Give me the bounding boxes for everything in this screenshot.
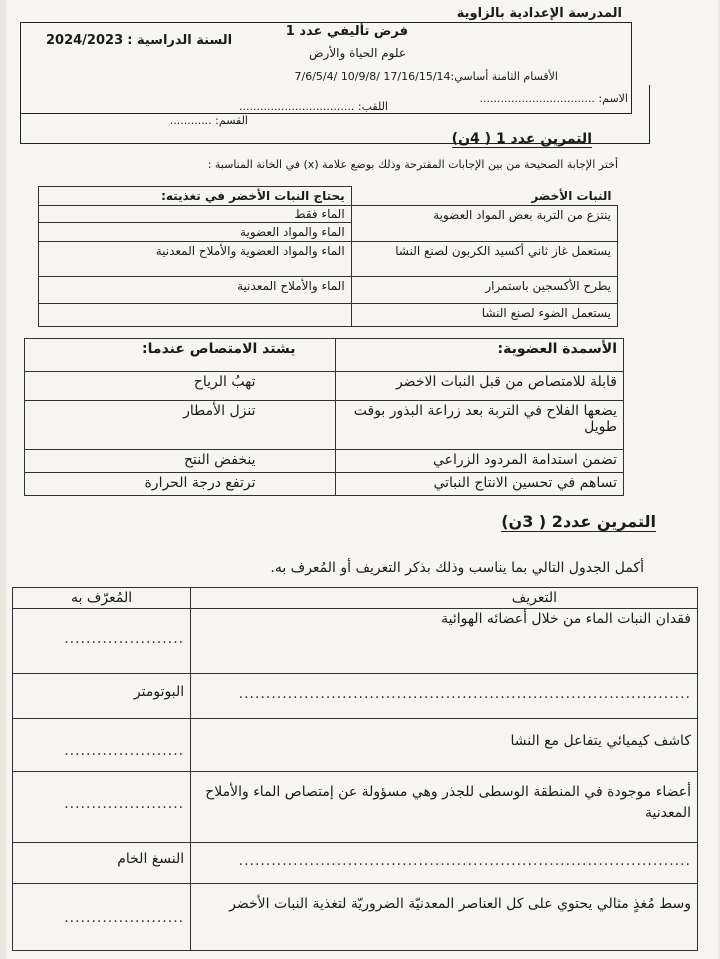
t1-row-right: يستعمل غاز ثاني أكسيد الكربون لصنع النشا (351, 242, 617, 277)
t1-option[interactable]: الماء والمواد العضوية (240, 225, 345, 239)
t3-term-text: النسغ الخام (117, 851, 185, 867)
t3-def-text: كاشف كيميائي يتفاعل مع النشا (510, 733, 691, 749)
exam-title: فرض تأليفي عدد 1 (285, 24, 408, 39)
subject: علوم الحياة والأرض (309, 46, 406, 60)
t3-def-cell (191, 609, 698, 674)
t1-option[interactable]: الماء والأملاح المعدنية (39, 277, 352, 304)
section-field[interactable]: القسم: ............ (169, 114, 248, 127)
t3-def-text: فقدان النبات الماء من خلال أعضائه الهوائية (441, 611, 691, 627)
t3-term-cell[interactable] (13, 884, 191, 951)
t2-header-right: الأسمدة العضوية: (336, 339, 624, 372)
ex2-title: التمرين عدد2 ( 3ن) (501, 512, 656, 531)
ex1-table-plant (38, 186, 618, 327)
t3-term-blank[interactable]: ...................... (64, 743, 185, 759)
t3-term-cell[interactable] (13, 609, 191, 674)
t1-header-left: يحتاج النبات الأخضر في تغذيته: (39, 187, 352, 206)
ex2-instruction: أكمل الجدول التالي بما يناسب وذلك بذكر التعريف أو المُعرف به. (270, 560, 644, 576)
t3-def-text: أعضاء موجودة في المنطقة الوسطى للجذر وهي مسؤولة عن إمتصاص الماء والأملاح المعدنية (205, 784, 691, 821)
t3-header-def: التعريف (191, 588, 698, 609)
t2-row-right: تساهم في تحسين الانتاج النباتي (336, 473, 624, 496)
classes: الأقسام الثامنة أساسي:17/16/15/14 /10/9/8 /7/6/5/4 (294, 70, 558, 83)
surname-field[interactable]: اللقب: ................................. (238, 100, 388, 113)
ex1-table-fertilizer (24, 338, 624, 496)
t1-empty-cell (39, 304, 352, 327)
t1-row-right: ينتزع من التربة بعض المواد العضوية (351, 206, 617, 242)
t3-def-cell[interactable] (191, 674, 698, 719)
t1-header-right: النبات الأخضر (351, 187, 617, 206)
t2-row-right: قابلة للامتصاص من قبل النبات الاخضر (336, 372, 624, 401)
t1-row-right: يستعمل الضوء لصنع النشا (351, 304, 617, 327)
t1-option[interactable]: الماء فقط (39, 206, 351, 223)
year-value: 2024/2023 (46, 33, 124, 48)
t3-def-cell (191, 719, 698, 772)
t3-term-cell (13, 843, 191, 884)
t1-option[interactable]: الماء والمواد العضوية والأملاح المعدنية (39, 242, 352, 277)
t3-term-cell[interactable] (13, 772, 191, 843)
ex1-title: التمرين عدد 1 ( 4ن) (451, 131, 592, 147)
t3-def-cell (191, 884, 698, 951)
t3-def-blank[interactable]: ................................................................................... (238, 853, 691, 869)
ex1-instruction: أختر الإجابة الصحيحة من بين الإجابات المقترحة وذلك بوضع علامة (x) في الخانة المناسبة : (207, 158, 618, 171)
t3-def-cell[interactable] (191, 843, 698, 884)
t3-term-cell (13, 674, 191, 719)
exam-page (6, 0, 718, 959)
t3-term-cell[interactable] (13, 719, 191, 772)
t3-term-blank[interactable]: ...................... (64, 796, 185, 812)
t2-header-left: يشتد الامتصاص عندما: (25, 339, 336, 372)
t1-row-right: يطرح الأكسجين باستمرار (351, 277, 617, 304)
t3-term-blank[interactable]: ...................... (64, 631, 185, 647)
t2-option[interactable]: ينخفض النتح (25, 450, 336, 473)
school-name: المدرسة الإعدادية بالزاوية (456, 6, 622, 21)
ex2-table-definitions (12, 587, 698, 951)
school-year (46, 33, 232, 48)
t3-header-term: المُعرّف به (13, 588, 191, 609)
name-field[interactable]: الاسم: ................................. (479, 92, 628, 105)
t2-option[interactable]: تنزل الأمطار (25, 401, 336, 450)
t3-term-text: البوتومتر (133, 684, 185, 700)
t3-def-text: وسط مُغذٍ مثالي يحتوي على كل العناصر المعدنيّة الضروريّة لتغذية النبات الأخضر (229, 896, 691, 912)
t2-row-right: تضمن استدامة المردود الزراعي (336, 450, 624, 473)
year-label: السنة الدراسية : (127, 33, 233, 48)
t3-def-cell (191, 772, 698, 843)
t3-def-blank[interactable]: ................................................................................... (238, 686, 691, 702)
t2-row-right: يضعها الفلاح في التربة بعد زراعة البذور بوقت طويل (336, 401, 624, 450)
t2-option[interactable]: تهبُ الرياح (25, 372, 336, 401)
t3-term-blank[interactable]: ...................... (64, 910, 185, 926)
t1-cell-left (39, 206, 352, 242)
t2-option[interactable]: ترتفع درجة الحرارة (25, 473, 336, 496)
